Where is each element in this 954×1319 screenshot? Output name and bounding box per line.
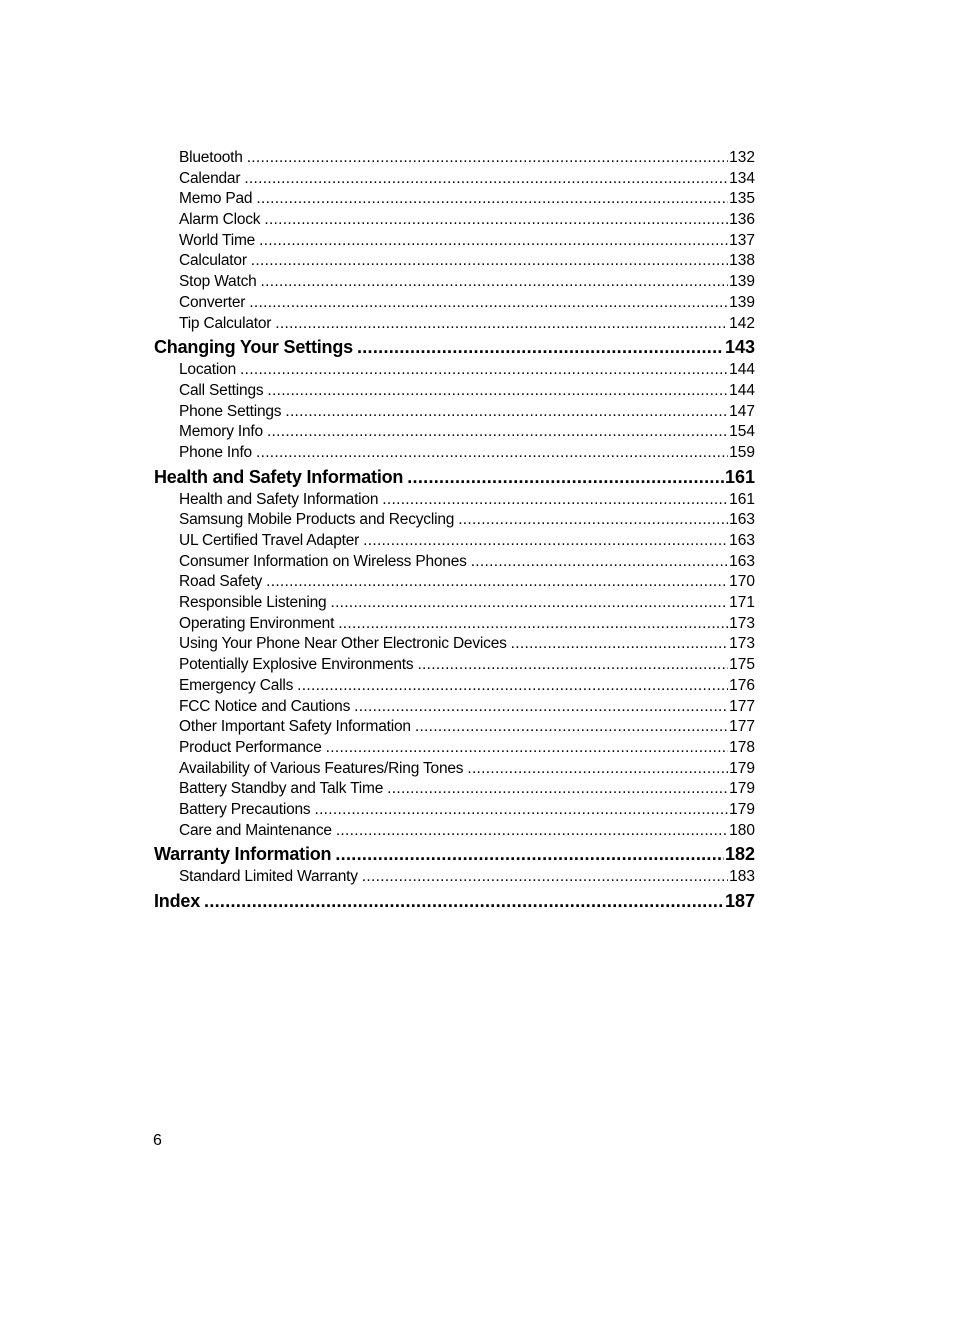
toc-entry-title: Stop Watch bbox=[179, 273, 257, 291]
toc-section-entry[interactable] bbox=[154, 465, 755, 489]
toc-entry-page: 179 bbox=[729, 780, 755, 798]
toc-subsection-entry[interactable] bbox=[154, 821, 755, 842]
toc-entry-page: 163 bbox=[729, 552, 755, 570]
toc-entry-title: Samsung Mobile Products and Recycling bbox=[179, 511, 455, 529]
dot-leader bbox=[266, 572, 728, 593]
toc-subsection-entry[interactable] bbox=[154, 169, 755, 190]
dot-leader bbox=[336, 821, 728, 842]
toc-entry-title: Product Performance bbox=[179, 738, 322, 756]
toc-subsection-entry[interactable] bbox=[154, 697, 755, 718]
toc-entry-title: Calculator bbox=[179, 252, 247, 270]
toc-entry-title: Consumer Information on Wireless Phones bbox=[179, 552, 467, 570]
toc-entry-page: 144 bbox=[729, 381, 755, 399]
toc-subsection-entry[interactable] bbox=[154, 779, 755, 800]
toc-subsection-entry[interactable] bbox=[154, 800, 755, 821]
toc-entry-page: 136 bbox=[729, 211, 755, 229]
table-of-contents bbox=[154, 148, 755, 914]
toc-subsection-entry[interactable] bbox=[154, 490, 755, 511]
toc-entry-page: 163 bbox=[729, 532, 755, 549]
toc-entry-title: Availability of Various Features/Ring Tones bbox=[179, 759, 464, 777]
toc-subsection-entry[interactable] bbox=[154, 381, 755, 402]
dot-leader bbox=[511, 634, 728, 655]
toc-entry-title: Memory Info bbox=[179, 423, 263, 441]
toc-subsection-entry[interactable] bbox=[154, 614, 755, 635]
toc-subsection-entry[interactable] bbox=[154, 593, 755, 614]
toc-subsection-entry[interactable] bbox=[154, 717, 755, 738]
dot-leader bbox=[471, 552, 728, 573]
dot-leader bbox=[244, 169, 728, 190]
toc-entry-page: 138 bbox=[729, 252, 755, 270]
toc-entry-page: 183 bbox=[729, 868, 755, 886]
toc-subsection-entry[interactable] bbox=[154, 655, 755, 676]
toc-entry-page: 178 bbox=[729, 738, 755, 756]
toc-entry-page: 173 bbox=[729, 635, 755, 653]
toc-entry-title: FCC Notice and Cautions bbox=[179, 697, 351, 715]
toc-subsection-entry[interactable] bbox=[154, 572, 755, 593]
toc-entry-page: 187 bbox=[724, 891, 755, 911]
toc-entry-page: 154 bbox=[729, 423, 755, 441]
toc-entry-title: World Time bbox=[179, 231, 256, 249]
toc-entry-title: UL Certified Travel Adapter bbox=[179, 532, 360, 549]
dot-leader bbox=[256, 443, 728, 464]
toc-subsection-entry[interactable] bbox=[154, 510, 755, 531]
toc-subsection-entry[interactable] bbox=[154, 634, 755, 655]
toc-section-entry[interactable] bbox=[154, 889, 755, 913]
toc-entry-page: 170 bbox=[729, 573, 755, 591]
toc-entry-page: 161 bbox=[724, 466, 755, 487]
toc-entry-title: Phone Settings bbox=[179, 402, 282, 420]
toc-entry-page: 139 bbox=[729, 293, 755, 311]
toc-entry-title: Alarm Clock bbox=[179, 211, 261, 229]
toc-subsection-entry[interactable] bbox=[154, 148, 755, 169]
dot-leader bbox=[362, 867, 728, 888]
toc-entry-title: Other Important Safety Information bbox=[179, 718, 411, 736]
dot-leader bbox=[267, 422, 728, 443]
dot-leader bbox=[275, 314, 728, 335]
dot-leader bbox=[382, 490, 728, 511]
dot-leader bbox=[256, 189, 728, 210]
toc-entry-title: Warranty Information bbox=[154, 844, 332, 865]
toc-subsection-entry[interactable] bbox=[154, 422, 755, 443]
dot-leader bbox=[354, 697, 728, 718]
toc-entry-page: 182 bbox=[724, 844, 755, 865]
toc-subsection-entry[interactable] bbox=[154, 676, 755, 697]
toc-entry-title: Memo Pad bbox=[179, 190, 253, 208]
toc-entry-page: 137 bbox=[729, 231, 755, 249]
toc-subsection-entry[interactable] bbox=[154, 251, 755, 272]
toc-entry-title: Phone Info bbox=[179, 443, 252, 461]
toc-entry-title: Battery Standby and Talk Time bbox=[179, 780, 384, 798]
toc-entry-page: 132 bbox=[729, 149, 755, 166]
dot-leader bbox=[330, 593, 728, 614]
dot-leader bbox=[204, 889, 724, 913]
dot-leader bbox=[417, 655, 728, 676]
toc-entry-page: 159 bbox=[729, 443, 755, 461]
toc-entry-title: Calendar bbox=[179, 169, 241, 187]
toc-entry-page: 163 bbox=[729, 511, 755, 529]
dot-leader bbox=[363, 531, 728, 552]
toc-subsection-entry[interactable] bbox=[154, 272, 755, 293]
toc-entry-title: Call Settings bbox=[179, 381, 264, 399]
toc-entry-title: Index bbox=[154, 891, 201, 911]
toc-entry-page: 147 bbox=[729, 402, 755, 420]
toc-entry-page: 176 bbox=[729, 676, 755, 694]
toc-subsection-entry[interactable] bbox=[154, 738, 755, 759]
toc-subsection-entry[interactable] bbox=[154, 531, 755, 552]
toc-subsection-entry[interactable] bbox=[154, 759, 755, 780]
toc-entry-title: Location bbox=[179, 361, 237, 379]
dot-leader bbox=[251, 251, 728, 272]
toc-subsection-entry[interactable] bbox=[154, 293, 755, 314]
dot-leader bbox=[259, 231, 728, 252]
dot-leader bbox=[264, 210, 728, 231]
toc-entry-page: 175 bbox=[729, 656, 755, 674]
dot-leader bbox=[387, 779, 728, 800]
toc-entry-page: 143 bbox=[724, 337, 755, 358]
toc-entry-title: Operating Environment bbox=[179, 614, 335, 632]
toc-subsection-entry[interactable] bbox=[154, 552, 755, 573]
toc-entry-title: Responsible Listening bbox=[179, 594, 327, 612]
dot-leader bbox=[458, 510, 728, 531]
toc-entry-title: Tip Calculator bbox=[179, 314, 272, 332]
toc-entry-title: Road Safety bbox=[179, 573, 263, 591]
toc-entry-title: Standard Limited Warranty bbox=[179, 868, 358, 886]
dot-leader bbox=[415, 717, 728, 738]
toc-entry-page: 171 bbox=[729, 594, 755, 612]
toc-entry-title: Using Your Phone Near Other Electronic Devices bbox=[179, 635, 507, 653]
toc-entry-page: 161 bbox=[729, 490, 755, 508]
page-number: 6 bbox=[153, 1132, 162, 1149]
toc-subsection-entry[interactable] bbox=[154, 231, 755, 252]
toc-subsection-entry[interactable] bbox=[154, 189, 755, 210]
toc-subsection-entry[interactable] bbox=[154, 360, 755, 381]
toc-entry-title: Potentially Explosive Environments bbox=[179, 656, 414, 674]
toc-subsection-entry[interactable] bbox=[154, 867, 755, 888]
toc-entry-title: Battery Precautions bbox=[179, 800, 311, 818]
toc-entry-title: Changing Your Settings bbox=[154, 337, 353, 358]
toc-subsection-entry[interactable] bbox=[154, 210, 755, 231]
dot-leader bbox=[267, 381, 728, 402]
dot-leader bbox=[249, 293, 728, 314]
toc-entry-page: 173 bbox=[729, 614, 755, 632]
dot-leader bbox=[297, 676, 728, 697]
toc-entry-page: 142 bbox=[729, 314, 755, 332]
dot-leader bbox=[261, 272, 729, 293]
toc-section-entry[interactable] bbox=[154, 335, 755, 359]
toc-entry-page: 144 bbox=[729, 361, 755, 379]
toc-entry-page: 177 bbox=[729, 697, 755, 715]
toc-entry-page: 135 bbox=[729, 190, 755, 208]
dot-leader bbox=[357, 335, 724, 359]
dot-leader bbox=[407, 465, 724, 489]
dot-leader bbox=[240, 360, 728, 381]
toc-subsection-entry[interactable] bbox=[154, 402, 755, 423]
toc-entry-page: 179 bbox=[729, 759, 755, 777]
toc-entry-title: Health and Safety Information bbox=[154, 466, 404, 487]
toc-subsection-entry[interactable] bbox=[154, 443, 755, 464]
dot-leader bbox=[338, 614, 728, 635]
dot-leader bbox=[467, 759, 728, 780]
toc-entry-title: Emergency Calls bbox=[179, 676, 294, 694]
toc-entry-title: Converter bbox=[179, 293, 246, 311]
dot-leader bbox=[335, 842, 724, 866]
dot-leader bbox=[326, 738, 728, 759]
dot-leader bbox=[247, 148, 728, 169]
toc-entry-page: 139 bbox=[729, 273, 755, 291]
toc-entry-page: 180 bbox=[729, 821, 755, 839]
toc-subsection-entry[interactable] bbox=[154, 314, 755, 335]
toc-entry-title: Health and Safety Information bbox=[179, 490, 379, 508]
dot-leader bbox=[285, 402, 728, 423]
toc-section-entry[interactable] bbox=[154, 842, 755, 866]
toc-entry-title: Care and Maintenance bbox=[179, 821, 332, 839]
dot-leader bbox=[314, 800, 728, 821]
toc-entry-page: 134 bbox=[729, 169, 755, 187]
toc-entry-page: 179 bbox=[729, 800, 755, 818]
toc-entry-page: 177 bbox=[729, 718, 755, 736]
toc-entry-title: Bluetooth bbox=[179, 149, 243, 166]
